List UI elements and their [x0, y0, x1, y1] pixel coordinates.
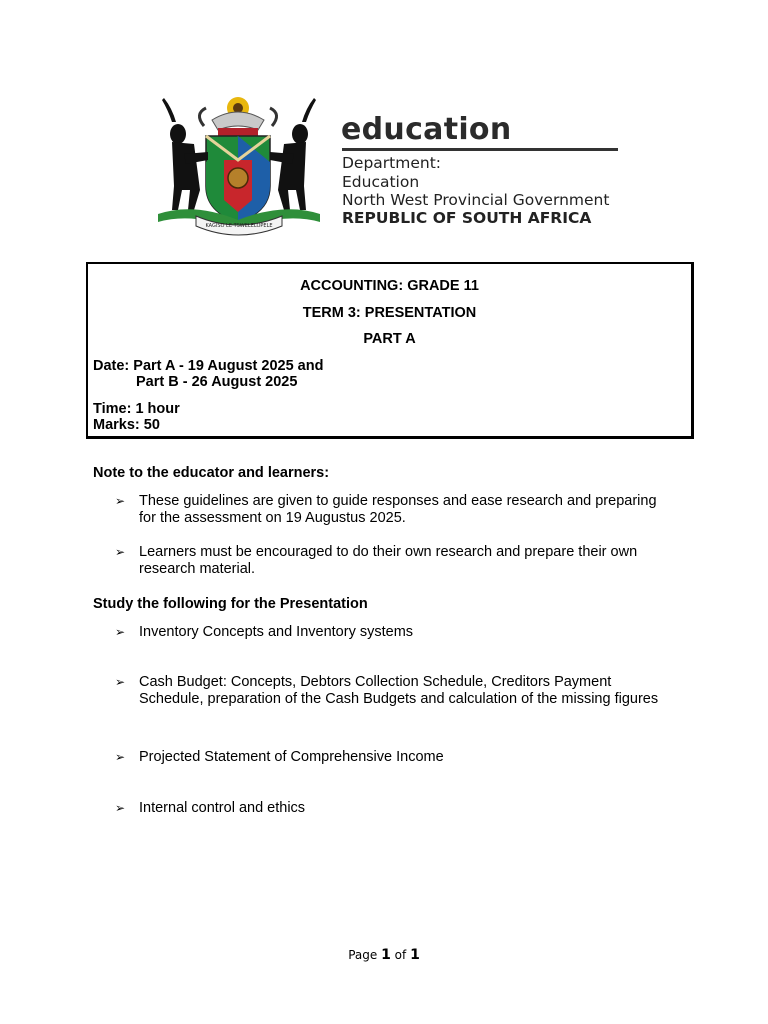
- arrow-bullet-icon: ➢: [115, 675, 126, 689]
- country-name: REPUBLIC OF SOUTH AFRICA: [342, 209, 592, 227]
- page-number-footer: [0, 947, 768, 963]
- arrow-bullet-icon: ➢: [115, 801, 126, 815]
- study-heading: Study the following for the Presentation: [93, 596, 368, 612]
- list-item: [115, 749, 675, 766]
- of-word: of: [394, 948, 407, 962]
- list-item: [115, 674, 675, 708]
- arrow-bullet-icon: ➢: [115, 494, 126, 508]
- arrow-bullet-icon: ➢: [115, 625, 126, 639]
- government-name: North West Provincial Government: [342, 191, 610, 209]
- crest-motto: KAGISO LE TSWELELOPELE: [205, 223, 273, 229]
- list-item-text: Internal control and ethics: [139, 800, 306, 816]
- part-title: PART A: [363, 331, 416, 347]
- date-line-part-a: Date: Part A - 19 August 2025 and: [93, 358, 324, 374]
- total-page-count: 1: [410, 947, 420, 963]
- brand-wordmark: education: [341, 112, 512, 147]
- term-title: TERM 3: PRESENTATION: [302, 305, 477, 321]
- list-item-text: Inventory Concepts and Inventory systems: [139, 624, 414, 640]
- assessment-info-box: [86, 262, 694, 439]
- total-marks: Marks: 50: [93, 417, 160, 433]
- date-line-part-b: Part B - 26 August 2025: [136, 374, 298, 390]
- list-item-text: Learners must be encouraged to do their own research and prepare their own research material.: [139, 544, 638, 577]
- note-heading: Note to the educator and learners:: [93, 465, 330, 481]
- coat-of-arms-logo: [154, 94, 324, 240]
- page-word: Page: [348, 948, 378, 962]
- department-label: Department:: [342, 154, 442, 172]
- arrow-bullet-icon: ➢: [115, 545, 126, 559]
- list-item: [115, 493, 675, 527]
- arrow-bullet-icon: ➢: [115, 750, 126, 764]
- department-name: Education: [342, 173, 420, 191]
- brand-underline: [342, 148, 618, 151]
- time-allowed: Time: 1 hour: [93, 401, 180, 417]
- list-item-text: Cash Budget: Concepts, Debtors Collection Schedule, Creditors Payment Schedule, preparation of the Cash Budgets and calculation of the missing figures: [139, 674, 659, 707]
- list-item: [115, 544, 675, 578]
- list-item-text: These guidelines are given to guide responses and ease research and preparing for the assessment on 19 Augustus 2025.: [139, 493, 657, 526]
- list-item: [115, 800, 675, 817]
- subject-title: ACCOUNTING: GRADE 11: [300, 278, 479, 294]
- list-item: [115, 624, 675, 641]
- current-page-number: 1: [381, 947, 391, 963]
- list-item-text: Projected Statement of Comprehensive Income: [139, 749, 444, 765]
